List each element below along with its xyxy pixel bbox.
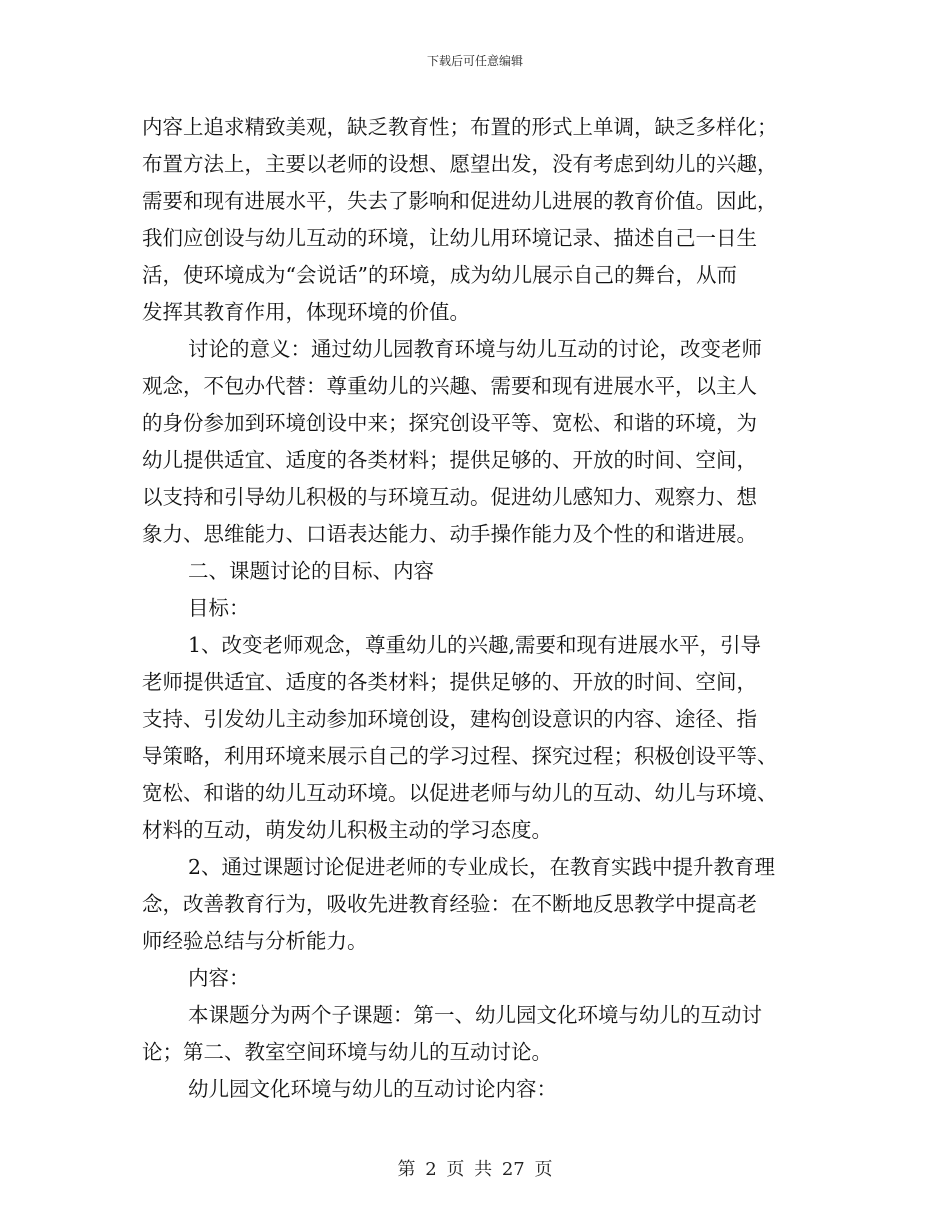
text-line: 幼儿提供适宜、适度的各类材料；提供足够的、开放的时间、空间， (142, 448, 757, 472)
text-line: 1、改变老师观念，尊重幼儿的兴趣,需要和现有进展水平，引导 (188, 633, 762, 657)
page-header: 下载后可任意编辑 (426, 54, 523, 68)
text-line: 念，改善教育行为，吸收先进教育经验：在不断地反思教学中提高老 (142, 892, 757, 916)
text-line: 支持、引发幼儿主动参加环境创设，建构创设意识的内容、途径、指 (142, 707, 757, 731)
text-line: 材料的互动，萌发幼儿积极主动的学习态度。 (142, 818, 552, 842)
text-line: 老师提供适宜、适度的各类材料；提供足够的、开放的时间、空间， (142, 670, 757, 694)
text-line: 论；第二、教室空间环境与幼儿的互动讨论。 (142, 1040, 552, 1064)
text-line: 的身份参加到环境创设中来；探究创设平等、宽松、和谐的环境，为 (142, 411, 757, 435)
page-footer: 第 2 页 共 27 页 (397, 1159, 553, 1180)
text-line: 观念，不包办代替：尊重幼儿的兴趣、需要和现有进展水平，以主人 (142, 374, 757, 398)
text-line: 内容上追求精致美观，缺乏教育性；布置的形式上单调，缺乏多样化； (142, 115, 778, 139)
subheading: 内容： (188, 966, 250, 990)
text-line: 需要和现有进展水平，失去了影响和促进幼儿进展的教育价值。因此， (142, 189, 778, 213)
text-line: 我们应创设与幼儿互动的环境，让幼儿用环境记录、描述自己一日生 (142, 226, 757, 250)
text-line: 发挥其教育作用，体现环境的价值。 (142, 300, 470, 324)
text-line: 布置方法上，主要以老师的设想、愿望出发，没有考虑到幼儿的兴趣， (142, 152, 778, 176)
text-line: 活，使环境成为“会说话”的环境，成为幼儿展示自己的舞台，从而 (142, 263, 737, 287)
text-line: 以支持和引导幼儿积极的与环境互动。促进幼儿感知力、观察力、想 (142, 485, 757, 509)
text-line: 象力、思维能力、口语表达能力、动手操作能力及个性的和谐进展。 (142, 522, 757, 546)
text-line: 本课题分为两个子课题：第一、幼儿园文化环境与幼儿的互动讨 (188, 1003, 762, 1027)
subheading: 目标： (188, 596, 250, 620)
text-line: 宽松、和谐的幼儿互动环境。以促进老师与幼儿的互动、幼儿与环境、 (142, 781, 778, 805)
text-line: 导策略，利用环境来展示自己的学习过程、探究过程；积极创设平等、 (142, 744, 778, 768)
text-line: 2、通过课题讨论促进老师的专业成长，在教育实践中提升教育理 (188, 855, 776, 879)
text-line: 讨论的意义：通过幼儿园教育环境与幼儿互动的讨论，改变老师 (188, 337, 762, 361)
text-line: 幼儿园文化环境与幼儿的互动讨论内容： (188, 1077, 557, 1101)
section-heading: 二、课题讨论的目标、内容 (188, 559, 434, 583)
text-line: 师经验总结与分析能力。 (142, 929, 368, 953)
